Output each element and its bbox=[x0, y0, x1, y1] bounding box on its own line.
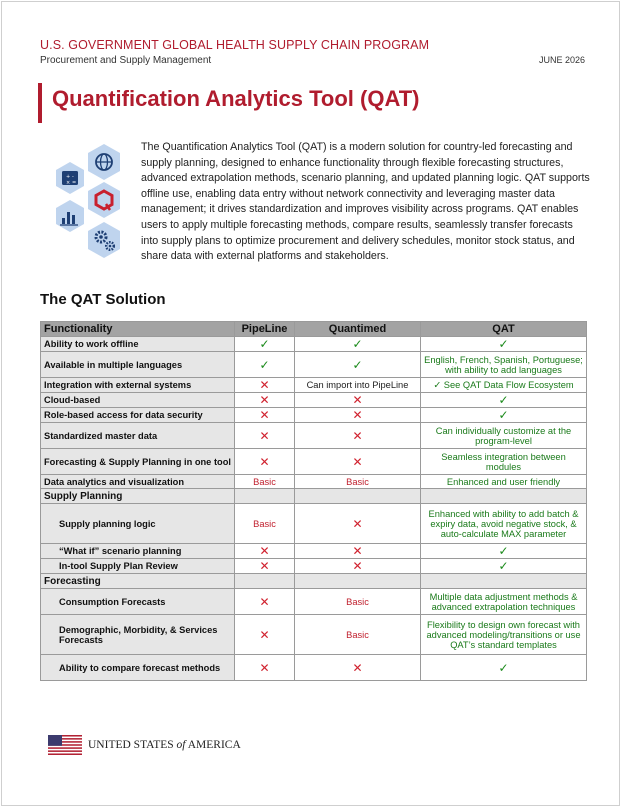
calculator-icon bbox=[56, 162, 84, 194]
intro-paragraph: The Quantification Analytics Tool (QAT) is a modern solution for country-led forecasting and supply planning, designed to enhance functionality through flexible forecasting structures, advanced extrapolation methods, scenario planning, and updated planning logic. QAT supports offline use, enabling data entry without network connectivity and leveraging master data management; it drives standardization and improves visibility across programs. QAT enables users to apply multiple forecasting methods, compare results, seamlessly transfer forecasts into supply plans to optimize procurement and delivery schedules, monitor stock status, and share data with external platforms and stakeholders. bbox=[141, 141, 590, 263]
quantimed-cell-text: ✕ bbox=[352, 393, 363, 407]
table-row bbox=[41, 655, 587, 681]
pipeline-cell-text: ✓ bbox=[259, 337, 270, 351]
svg-text:×: × bbox=[66, 180, 71, 186]
pipeline-cell-text: ✕ bbox=[259, 378, 270, 392]
qat-cell bbox=[421, 393, 587, 408]
pipeline-cell bbox=[235, 615, 295, 655]
section-title: The QAT Solution bbox=[40, 291, 166, 308]
functionality-cell-text: Consumption Forecasts bbox=[59, 596, 166, 607]
functionality-cell bbox=[41, 408, 235, 423]
quantimed-cell bbox=[295, 559, 421, 574]
qat-cell bbox=[421, 449, 587, 475]
section-empty-cell bbox=[421, 489, 587, 504]
quantimed-cell bbox=[295, 449, 421, 475]
quantimed-cell-text: Basic bbox=[346, 629, 369, 640]
quantimed-cell-text: Basic bbox=[346, 476, 369, 487]
quantimed-cell bbox=[295, 423, 421, 449]
functionality-cell bbox=[41, 378, 235, 393]
bar-chart-icon bbox=[56, 200, 84, 232]
section-empty-cell bbox=[295, 489, 421, 504]
table-row bbox=[41, 504, 587, 544]
title-accent-bar bbox=[38, 83, 42, 123]
functionality-cell-text: Demographic, Morbidity, & Services Forecasts bbox=[59, 624, 218, 645]
publication-date: JUNE 2026 bbox=[538, 55, 585, 65]
quantimed-cell bbox=[295, 337, 421, 352]
pipeline-cell bbox=[235, 352, 295, 378]
qat-cell-text: Flexibility to design own forecast with advanced modeling/transitions or use QAT’s standard templates bbox=[426, 619, 581, 650]
qat-cell-text: ✓ bbox=[498, 544, 509, 558]
table-body bbox=[41, 337, 587, 681]
quantimed-cell-text: ✓ bbox=[352, 357, 363, 372]
pipeline-cell bbox=[235, 423, 295, 449]
quantimed-cell-text: ✕ bbox=[352, 454, 363, 469]
quantimed-cell-text: ✕ bbox=[352, 544, 363, 558]
functionality-cell bbox=[41, 559, 235, 574]
qat-cell-text: Enhanced and user friendly bbox=[446, 476, 561, 487]
qat-cell-text: Enhanced with ability to add batch & expiry data, avoid negative stock, & auto-calculate MAX parameter bbox=[428, 508, 579, 539]
quantimed-cell-text: ✕ bbox=[352, 516, 363, 531]
qat-cell-text: ✓ See QAT Data Flow Ecosystem bbox=[433, 379, 574, 390]
country-of: of bbox=[176, 739, 186, 751]
pipeline-cell-text: ✕ bbox=[259, 660, 270, 675]
program-name: U.S. GOVERNMENT GLOBAL HEALTH SUPPLY CHAIN PROGRAM bbox=[40, 38, 430, 52]
pipeline-cell-text: ✕ bbox=[259, 393, 270, 407]
table-row bbox=[41, 337, 587, 352]
qat-cell bbox=[421, 544, 587, 559]
pipeline-cell bbox=[235, 475, 295, 489]
quantimed-cell bbox=[295, 393, 421, 408]
svg-text:+: + bbox=[66, 174, 71, 180]
functionality-cell bbox=[41, 337, 235, 352]
quantimed-cell-text: ✓ bbox=[352, 337, 363, 351]
table-row bbox=[41, 423, 587, 449]
quantimed-cell bbox=[295, 475, 421, 489]
functionality-cell-text: “What if” scenario planning bbox=[59, 546, 182, 556]
qat-cell-text: Seamless integration between modules bbox=[441, 451, 566, 472]
section-empty-cell bbox=[421, 574, 587, 589]
pipeline-cell bbox=[235, 408, 295, 423]
header-functionality: Functionality bbox=[41, 322, 235, 337]
pipeline-cell bbox=[235, 589, 295, 615]
table-header-row bbox=[41, 322, 587, 337]
pipeline-cell-text: ✓ bbox=[259, 357, 270, 372]
qat-cell bbox=[421, 559, 587, 574]
table-row bbox=[41, 615, 587, 655]
functionality-cell bbox=[41, 615, 235, 655]
table-row bbox=[41, 589, 587, 615]
functionality-cell-text: Cloud-based bbox=[44, 395, 101, 405]
section-label: Supply Planning bbox=[41, 489, 235, 504]
quantimed-cell bbox=[295, 378, 421, 393]
globe-icon bbox=[88, 144, 120, 180]
gears-icon bbox=[88, 222, 120, 258]
qat-cell-text: ✓ bbox=[498, 660, 509, 675]
table-row bbox=[41, 408, 587, 423]
qat-cell bbox=[421, 655, 587, 681]
pipeline-cell-text: Basic bbox=[253, 476, 276, 487]
svg-text:-: - bbox=[72, 174, 74, 180]
qat-cell-text: ✓ bbox=[498, 337, 509, 351]
functionality-cell-text: Ability to compare forecast methods bbox=[59, 662, 221, 673]
qat-logo-icon bbox=[88, 182, 120, 218]
pipeline-cell bbox=[235, 449, 295, 475]
qat-cell bbox=[421, 589, 587, 615]
quantimed-cell-text: Basic bbox=[346, 596, 369, 607]
comparison-table bbox=[40, 321, 587, 681]
qat-cell-text: English, French, Spanish, Portuguese; with ability to add languages bbox=[424, 354, 583, 375]
pipeline-cell-text: Basic bbox=[253, 518, 276, 529]
quantimed-cell bbox=[295, 408, 421, 423]
program-subtitle: Procurement and Supply Management bbox=[40, 55, 212, 66]
page-title: Quantification Analytics Tool (QAT) bbox=[52, 86, 420, 111]
qat-cell-text: Can individually customize at the program-level bbox=[435, 425, 572, 446]
functionality-cell bbox=[41, 393, 235, 408]
qat-cell bbox=[421, 423, 587, 449]
qat-cell-text: Multiple data adjustment methods & advanced extrapolation techniques bbox=[429, 591, 578, 612]
header-qat: QAT bbox=[421, 322, 587, 337]
quantimed-cell bbox=[295, 504, 421, 544]
pipeline-cell bbox=[235, 393, 295, 408]
section-label: Forecasting bbox=[41, 574, 235, 589]
section-empty-cell bbox=[295, 574, 421, 589]
table-row bbox=[41, 352, 587, 378]
country-main: UNITED STATES bbox=[88, 739, 177, 751]
pipeline-cell-text: ✕ bbox=[259, 454, 270, 469]
pipeline-cell bbox=[235, 559, 295, 574]
functionality-cell-text: Forecasting & Supply Planning in one tool bbox=[44, 456, 231, 467]
quantimed-cell-text: Can import into PipeLine bbox=[306, 380, 409, 390]
qat-cell bbox=[421, 504, 587, 544]
qat-cell bbox=[421, 615, 587, 655]
pipeline-cell-text: ✕ bbox=[259, 428, 270, 443]
quantimed-cell-text: ✕ bbox=[352, 408, 363, 422]
functionality-cell bbox=[41, 352, 235, 378]
quantimed-cell bbox=[295, 655, 421, 681]
functionality-cell bbox=[41, 655, 235, 681]
table-row bbox=[41, 475, 587, 489]
functionality-cell bbox=[41, 423, 235, 449]
table-section-row bbox=[41, 489, 587, 504]
quantimed-cell bbox=[295, 352, 421, 378]
table-row bbox=[41, 449, 587, 475]
quantimed-cell-text: ✕ bbox=[352, 428, 363, 443]
country-end: AMERICA bbox=[185, 739, 241, 751]
qat-cell bbox=[421, 337, 587, 352]
qat-cell-text: ✓ bbox=[498, 408, 509, 422]
header-pipeline: PipeLine bbox=[235, 322, 295, 337]
qat-cell bbox=[421, 378, 587, 393]
table-row bbox=[41, 393, 587, 408]
table-row bbox=[41, 544, 587, 559]
qat-cell bbox=[421, 408, 587, 423]
qat-cell bbox=[421, 475, 587, 489]
quantimed-cell bbox=[295, 589, 421, 615]
table-row bbox=[41, 378, 587, 393]
section-empty-cell bbox=[235, 574, 295, 589]
pipeline-cell bbox=[235, 655, 295, 681]
functionality-cell-text: Available in multiple languages bbox=[44, 359, 183, 370]
qat-cell-text: ✓ bbox=[498, 393, 509, 407]
functionality-cell-text: Ability to work offline bbox=[44, 339, 139, 349]
quantimed-cell-text: ✕ bbox=[352, 559, 363, 573]
pipeline-cell bbox=[235, 337, 295, 352]
qat-cell-text: ✓ bbox=[498, 559, 509, 573]
pipeline-cell-text: ✕ bbox=[259, 594, 270, 609]
header-quantimed: Quantimed bbox=[295, 322, 421, 337]
pipeline-cell bbox=[235, 504, 295, 544]
section-empty-cell bbox=[235, 489, 295, 504]
pipeline-cell bbox=[235, 378, 295, 393]
us-flag-icon bbox=[48, 735, 82, 755]
pipeline-cell-text: ✕ bbox=[259, 544, 270, 558]
functionality-cell bbox=[41, 449, 235, 475]
pipeline-cell bbox=[235, 544, 295, 559]
svg-text:=: = bbox=[72, 180, 77, 186]
quantimed-cell-text: ✕ bbox=[352, 660, 363, 675]
functionality-cell-text: Standardized master data bbox=[44, 430, 158, 441]
qat-cell bbox=[421, 352, 587, 378]
functionality-cell-text: In-tool Supply Plan Review bbox=[59, 561, 178, 571]
country-wordmark bbox=[88, 739, 241, 751]
functionality-cell bbox=[41, 504, 235, 544]
functionality-cell bbox=[41, 544, 235, 559]
functionality-cell bbox=[41, 475, 235, 489]
pipeline-cell-text: ✕ bbox=[259, 627, 270, 642]
quantimed-cell bbox=[295, 544, 421, 559]
table-section-row bbox=[41, 574, 587, 589]
functionality-cell bbox=[41, 589, 235, 615]
hexagon-icon-cluster bbox=[44, 140, 136, 262]
functionality-cell-text: Role-based access for data security bbox=[44, 410, 203, 420]
quantimed-cell bbox=[295, 615, 421, 655]
pipeline-cell-text: ✕ bbox=[259, 559, 270, 573]
pipeline-cell-text: ✕ bbox=[259, 408, 270, 422]
functionality-cell-text: Integration with external systems bbox=[44, 380, 192, 390]
functionality-cell-text: Data analytics and visualization bbox=[44, 476, 185, 487]
functionality-cell-text: Supply planning logic bbox=[59, 518, 156, 529]
table-row bbox=[41, 559, 587, 574]
